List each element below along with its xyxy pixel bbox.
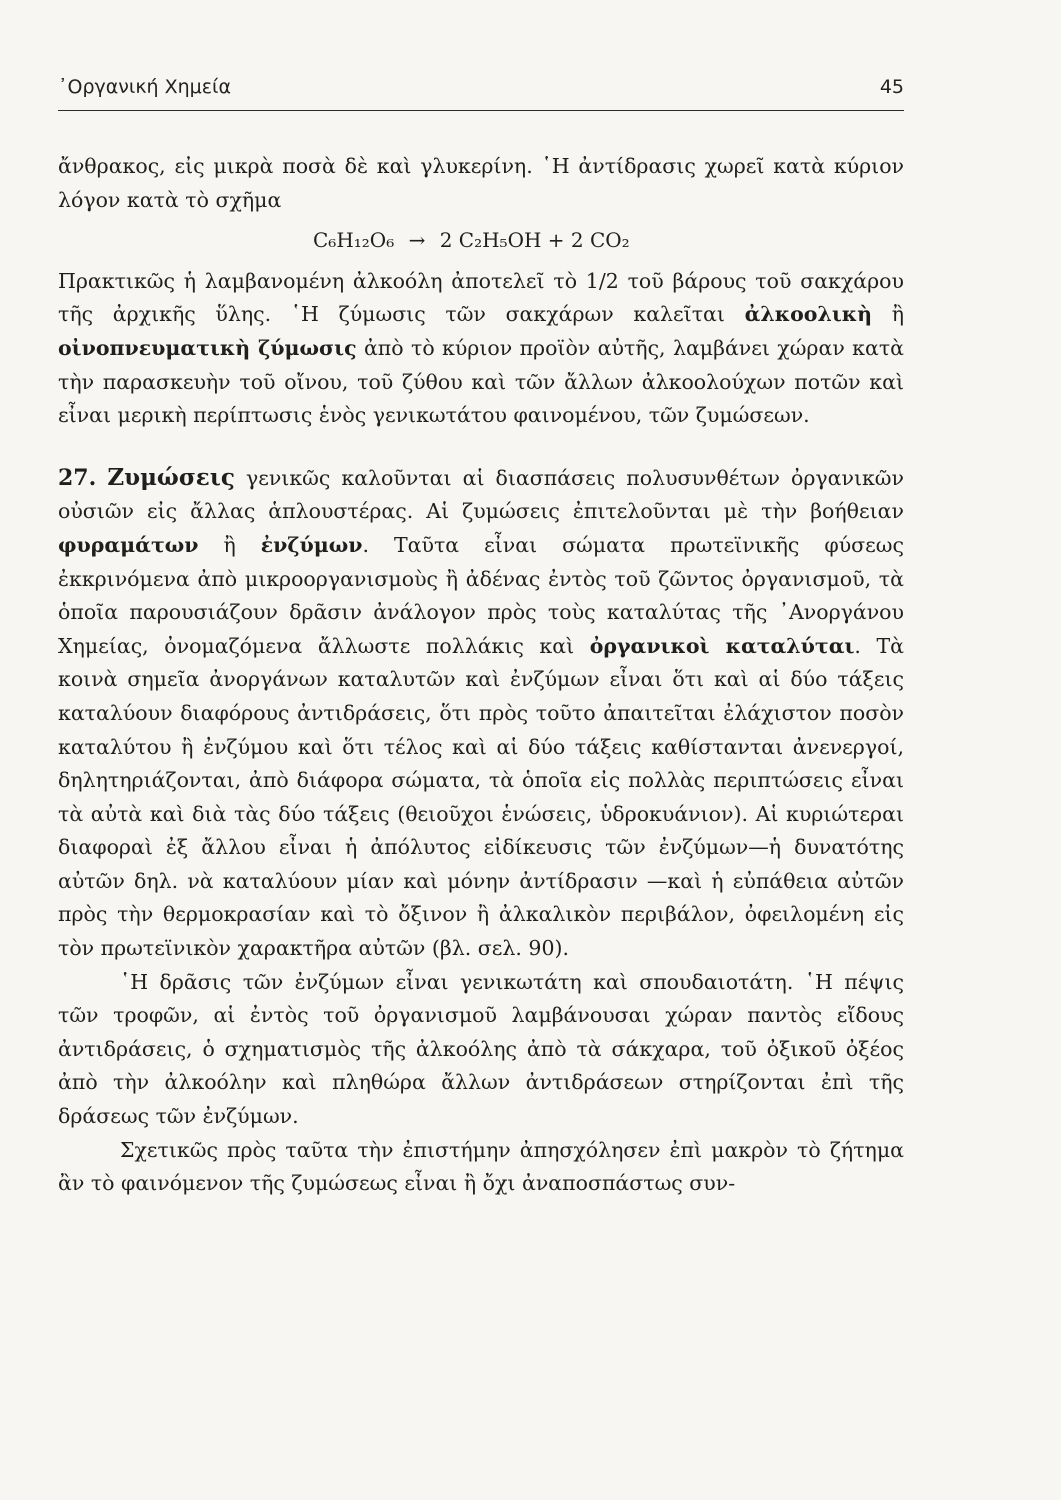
s27-t3: . Ταῦτα εἶναι σώματα πρωτεϊνικῆς φύσεως ἐκκρινόμενα ἀπὸ μικροοργανισμοὺς ἢ ἀδένας ἐντὸς τοῦ ζῶντος ὀργανισμοῦ, τὰ ὁποῖα παρουσιάζουν δρᾶσιν ἀνάλογον πρὸς τοὺς καταλύτας τῆς ᾿Ανοργάνου Χημείας, ὀνομαζόμενα ἄλλωστε πολλάκις καὶ [58,532,904,658]
section-27 [58,461,904,966]
reaction-arrow-icon: → [408,228,426,253]
p2-after: ἀπὸ τὸ κύριον προϊὸν αὐτῆς, λαμβάνει χώραν κατὰ τὴν παρασκευὴν τοῦ οἴνου, τοῦ ζύθου καὶ τῶν ἄλλων ἀλκοολούχων ποτῶν καὶ εἶναι μερικὴ περίπτωσις ἑνὸς γενικωτάτου φαινομένου, τῶν ζυμώσεων. [58,335,904,428]
paragraph-fermentation-question [58,1134,904,1201]
equation-products: 2 C₂H₅OH + 2 CO₂ [439,228,630,253]
section-number: 27. [58,464,97,491]
paragraph-alcoholic-fermentation [58,265,904,433]
paragraph-intro-text: ἄνθρακος, εἰς μικρὰ ποσὰ δὲ καὶ γλυκερίνη. ῾Η ἀντίδρασις χωρεῖ κατὰ κύριον λόγον κατὰ τὸ σχῆμα [58,154,904,212]
page-body [58,150,904,1201]
p4-text: ῾Η δρᾶσις τῶν ἐνζύμων εἶναι γενικωτάτη καὶ σπουδαιοτάτη. ῾Η πέψις τῶν τροφῶν, αἱ ἐντὸς τοῦ ὀργανισμοῦ λαμβάνουσαι χώραν παντὸς εἴδους ἀντιδράσεις, ὁ σχηματισμὸς τῆς ἀλκοόλης ἀπὸ τὰ σάκχαρα, τοῦ ὀξικοῦ ὀξέος ἀπὸ τὴν ἀλκοόλην καὶ πληθώρα ἄλλων ἀντιδράσεων στηρίζονται ἐπὶ τῆς δράσεως τῶν ἐνζύμων. [58,969,904,1129]
p5-text: Σχετικῶς πρὸς ταῦτα τὴν ἐπιστήμην ἀπησχόλησεν ἐπὶ μακρὸν τὸ ζήτημα ἂν τὸ φαινόμενον τῆς ζυμώσεως εἶναι ἢ ὄχι ἀναποσπάστως συν- [58,1137,904,1196]
s27-t2: ἢ [198,532,261,557]
page-number: 45 [879,76,904,98]
term-ferments: φυραμάτων [58,532,199,557]
term-organic-catalysts: ὀργανικοὶ καταλύται [589,633,855,658]
paragraph-enzyme-action [58,966,904,1134]
running-title: ᾿Οργανική Χημεία [58,76,231,98]
term-wine-fermentation: οἰνοπνευματικὴ ζύμωσις [58,335,357,360]
p2-before: Πρακτικῶς ἡ λαμβανομένη ἀλκοόλη ἀποτελεῖ τὸ 1/2 τοῦ βάρους τοῦ σακχάρου τῆς ἀρχικῆς ὕλης. ῾Η ζύμωσις τῶν σακχάρων καλεῖται [58,268,904,327]
equation-reactant: C₆H₁₂O₆ [313,228,395,253]
reaction-equation [313,224,904,258]
s27-t1: γενικῶς καλοῦνται αἱ διασπάσεις πολυσυνθέτων ὀργανικῶν οὐσιῶν εἰς ἄλλας ἁπλουστέρας. Αἱ ζυμώσεις ἐπιτελοῦνται μὲ τὴν βοήθειαν [58,465,904,524]
p2-mid: ἢ [872,302,904,327]
section-heading: Ζυμώσεις [107,463,235,491]
term-enzymes: ἐνζύμων [260,532,363,557]
s27-t4: . Τὰ κοινὰ σημεῖα ἀνοργάνων καταλυτῶν καὶ ἐνζύμων εἶναι ὅτι καὶ αἱ δύο τάξεις καταλύουν διαφόρους ἀντιδράσεις, ὅτι πρὸς τοῦτο ἀπαιτεῖται ἐλάχιστον ποσὸν καταλύτου ἢ ἐνζύμου καὶ ὅτι τέλος καὶ αἱ δύο τάξεις καθίστανται ἀνενεργοί, δηλητηριάζονται, ἀπὸ διάφορα σώματα, τὰ ὁποῖα εἰς πολλὰς περιπτώσεις εἶναι τὰ αὐτὰ καὶ διὰ τὰς δύο τάξεις (θειοῦχοι ἑνώσεις, ὑδροκυάνιον). Αἱ κυριώτεραι διαφοραὶ ἐξ ἄλλου εἶναι ἡ ἀπόλυτος εἰδίκευσις τῶν ἐνζύμων—ἡ δυνατότης αὐτῶν δηλ. νὰ καταλύουν μίαν καὶ μόνην ἀντίδρασιν —καὶ ἡ εὐπάθεια αὐτῶν πρὸς τὴν θερμοκρασίαν καὶ τὸ ὄξινον ἢ ἀλκαλικὸν περιβάλον, ὀφειλομένη εἰς τὸν πρωτεϊνικὸν χαρακτῆρα αὐτῶν (βλ. σελ. 90). [58,633,905,961]
running-header [58,70,904,111]
paragraph-intro [58,150,904,217]
term-alcoholic: ἀλκοολικὴ [744,302,873,327]
